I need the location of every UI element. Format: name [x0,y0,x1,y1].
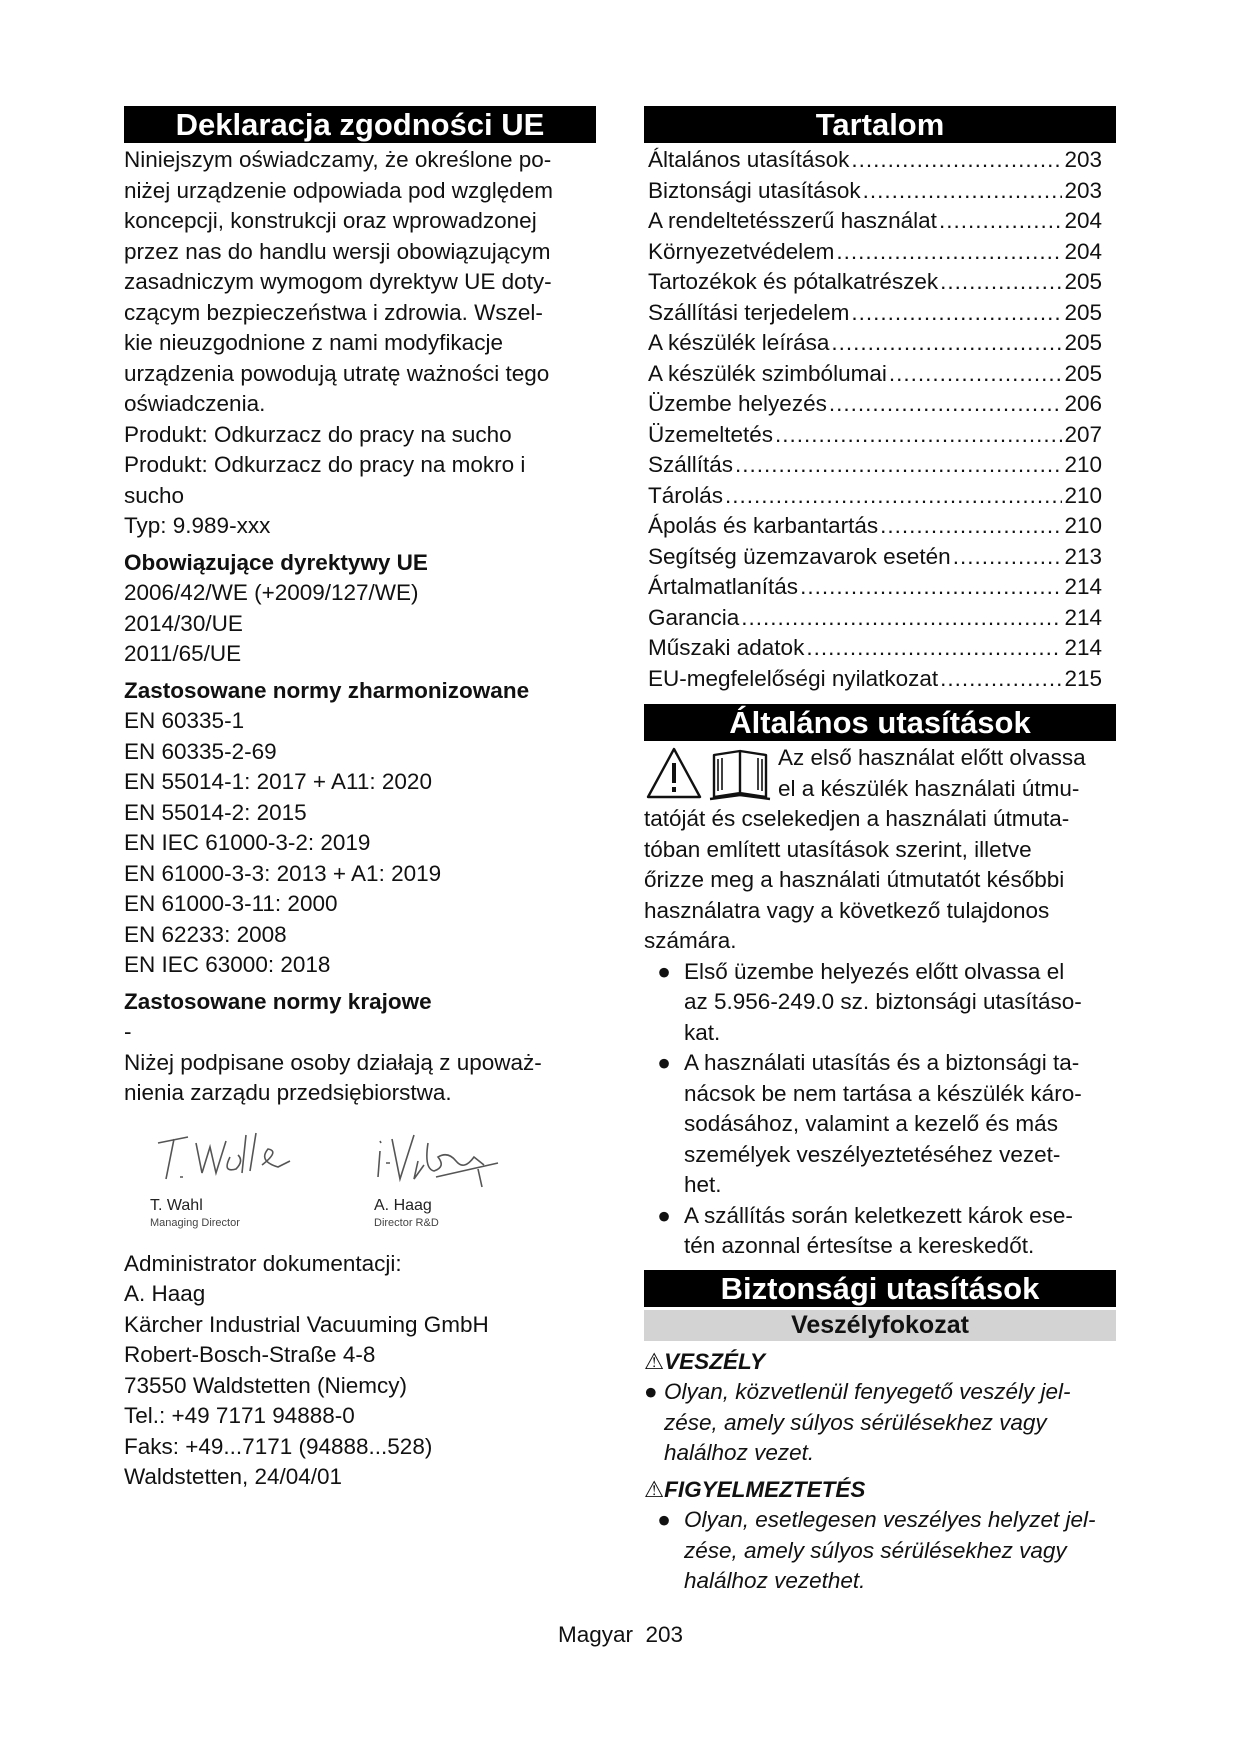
toc-entry-page: 214 [1064,604,1102,630]
list-item-text: A szállítás során keletkezett károk ese- tén azonnal értesítse a kereskedőt. [684,1202,1073,1258]
declaration-intro [124,145,596,542]
directives-list [124,578,596,670]
signature-area [124,1121,596,1249]
national-norms-heading: Zastosowane normy krajowe [124,988,432,1014]
bullet-icon: ● [657,958,671,984]
toc-entry[interactable] [644,206,1116,237]
signers-intro-line: Niżej podpisane osoby działają z upoważ- [124,1049,542,1075]
toc-leader-dots [829,389,1063,420]
toc-leader-dots [940,664,1062,695]
toc-entry[interactable] [644,359,1116,390]
intro-line: kie nieuzgodnione z nami modyfikacje [124,330,503,355]
intro-line: czącym bezpieczeństwa i zdrowia. Wszel- [124,299,543,325]
norm-item: EN 61000-3-3: 2013 + A1: 2019 [124,860,442,886]
general-instructions-title: Általános utasítások [644,704,1116,741]
toc-entry[interactable] [644,542,1116,573]
warning-triangle-icon: ⚠ [644,1348,665,1374]
toc-entry[interactable] [644,145,1116,176]
toc-entry-page: 210 [1064,482,1102,508]
toc-leader-dots [851,145,1062,176]
signer-role: Director R&D [374,1216,439,1229]
handwritten-signature-haag [374,1121,514,1191]
hungarian-content-column [644,106,1116,1597]
toc-entry[interactable] [644,420,1116,451]
list-item [644,1048,1116,1201]
directives-heading: Obowiązujące dyrektywy UE [124,549,428,575]
intro-line: használatra vagy a következő tulajdonos [644,897,1050,923]
toc-leader-dots [880,511,1062,542]
norm-item: EN 62233: 2008 [124,921,287,947]
table-of-contents [644,145,1116,694]
intro-line: urządzenia powodują utratę ważności tego [124,360,550,386]
toc-entry-title: Ártalmatlanítás [648,574,799,599]
warning-label: FIGYELMEZTETÉS [664,1476,866,1502]
bullet-icon: ● [657,1050,671,1075]
hazard-levels-subtitle: Veszélyfokozat [644,1310,1116,1341]
toc-entry-title: Biztonsági utasítások [648,177,861,203]
intro-icons [644,745,772,803]
bullet-icon: ● [657,1507,671,1532]
danger-description [644,1377,1116,1469]
toc-entry-title: EU-megfelelőségi nyilatkozat [648,665,939,691]
intro-line: zasadniczym wymogom dyrektyw UE doty- [124,269,552,294]
toc-entry-page: 205 [1064,330,1102,355]
toc-entry-title: Üzembe helyezés [648,391,827,416]
toc-entry[interactable] [644,267,1116,298]
toc-leader-dots [953,542,1063,573]
intro-line: számára. [644,928,737,953]
toc-entry-title: A rendeltetésszerű használat [648,208,937,233]
admin-line: Robert-Bosch-Straße 4-8 [124,1342,376,1367]
toc-entry[interactable] [644,511,1116,542]
intro-line: tatóját és cselekedjen a használati útmuta- [644,806,1070,831]
signer-role: Managing Director [150,1216,240,1229]
admin-line: Faks: +49...7171 (94888...528) [124,1433,433,1459]
toc-entry-title: Tartozékok és pótalkatrészek [648,269,939,294]
toc-entry-title: A készülék szimbólumai [648,360,887,386]
norm-item: EN 61000-3-11: 2000 [124,891,338,916]
list-item-text: A használati utasítás és a biztonsági ta- nácsok be nem tartása a készülék káro- sodásához, valamint a kezelő és más személyek veszélyeztetéséhez vezet- het. [684,1050,1082,1197]
toc-entry[interactable] [644,481,1116,512]
toc-entry-title: Üzemeltetés [648,421,774,447]
list-item [644,1201,1116,1262]
signer-name: A. Haag [374,1196,432,1214]
signature-haag [374,1121,514,1230]
safety-instructions-title: Biztonsági utasítások [644,1270,1116,1307]
toc-entry-page: 204 [1064,238,1102,264]
toc-entry-page: 205 [1064,360,1102,386]
toc-entry-title: Tárolás [648,482,724,508]
toc-leader-dots [735,450,1062,481]
intro-line: Typ: 9.989-xxx [124,513,271,538]
footer-language: Magyar [557,1622,633,1647]
intro-line: tóban említett utasítások szerint, illetve [644,836,1032,862]
toc-entry[interactable] [644,328,1116,359]
intro-line: koncepcji, konstrukcji oraz wprowadzonej [124,208,537,233]
directive-item: 2011/65/UE [124,641,242,666]
toc-leader-dots [851,298,1062,329]
toc-entry-page: 215 [1064,665,1102,691]
intro-line: Az első használat előtt olvassa [778,745,1086,770]
warning-triangle-icon [644,745,772,803]
toc-title: Tartalom [644,106,1116,143]
toc-entry[interactable] [644,450,1116,481]
norm-item: EN IEC 63000: 2018 [124,952,331,977]
toc-leader-dots [889,359,1063,390]
warning-heading [644,1475,1116,1506]
admin-line: Tel.: +49 7171 94888-0 [124,1403,355,1428]
eu-declaration-column [124,106,596,1493]
toc-entry-page: 210 [1064,513,1102,538]
list-item [644,957,1116,1049]
national-norms-list [124,1017,596,1109]
toc-entry[interactable] [644,389,1116,420]
toc-entry-page: 214 [1064,574,1102,599]
toc-entry-page: 203 [1064,177,1102,203]
toc-entry-page: 213 [1064,543,1102,569]
manual-book-icon [710,751,770,799]
warning-triangle-icon: ⚠ [644,1476,665,1502]
norm-item: EN 60335-2-69 [124,738,277,764]
toc-entry-page: 205 [1064,269,1102,294]
documentation-admin [124,1249,596,1493]
admin-line: Kärcher Industrial Vacuuming GmbH [124,1311,489,1337]
toc-entry[interactable] [644,572,1116,603]
toc-leader-dots [940,267,1062,298]
page-number: 203 [645,1622,684,1647]
toc-leader-dots [939,206,1063,237]
signature-wahl [150,1121,300,1230]
directive-item: 2006/42/WE (+2009/127/WE) [124,580,419,605]
toc-entry-page: 203 [1064,147,1102,172]
toc-entry[interactable] [644,298,1116,329]
signers-intro-line: nienia zarządu przedsiębiorstwa. [124,1080,452,1105]
toc-entry-title: Segítség üzemzavarok esetén [648,543,951,569]
danger-heading [644,1347,1116,1378]
handwritten-signature-wahl [150,1121,300,1191]
toc-entry-page: 206 [1064,391,1102,416]
intro-line: sucho [124,482,185,508]
toc-entry-title: Ápolás és karbantartás [648,513,879,538]
declaration-title: Deklaracja zgodności UE [124,106,596,143]
toc-leader-dots [775,420,1062,451]
danger-text: Olyan, közvetlenül fenyegető veszély jel- zése, amely súlyos sérülésekhez vagy halálhoz vezet. [664,1379,1071,1465]
toc-entry-title: Garancia [648,604,740,630]
toc-leader-dots [836,237,1062,268]
toc-entry-title: Műszaki adatok [648,635,805,660]
intro-line: oświadczenia. [124,391,266,416]
norm-item: EN 55014-2: 2015 [124,799,307,825]
intro-line: przez nas do handlu wersji obowiązującym [124,238,551,264]
toc-entry-title: Szállítás [648,452,734,477]
norm-item: EN 55014-1: 2017 + A11: 2020 [124,769,432,794]
norms-list [124,706,596,981]
intro-line: Produkt: Odkurzacz do pracy na sucho [124,421,512,447]
list-item-text: Első üzembe helyezés előtt olvassa el az 5.956-249.0 sz. biztonsági utasításo- kat. [684,958,1082,1045]
admin-line: Waldstetten, 24/04/01 [124,1464,343,1489]
danger-label: VESZÉLY [664,1348,766,1374]
warning-description [644,1505,1116,1597]
intro-line: őrizze meg a használati útmutatót későbbi [644,867,1065,892]
admin-line: Administrator dokumentacji: [124,1250,402,1276]
toc-entry-title: A készülék leírása [648,330,830,355]
toc-entry[interactable] [644,633,1116,664]
toc-entry-title: Általános utasítások [648,147,850,172]
toc-leader-dots [863,176,1063,207]
toc-entry-title: Szállítási terjedelem [648,299,850,325]
general-instructions-intro [644,743,1116,957]
toc-entry-page: 210 [1064,452,1102,477]
intro-line: el a készülék használati útmu- [778,775,1080,801]
toc-entry[interactable] [644,603,1116,634]
toc-entry[interactable] [644,237,1116,268]
page-footer [0,1622,1241,1648]
warning-text: Olyan, esetlegesen veszélyes helyzet jel- zése, amely súlyos sérülésekhez vagy halálhoz vezethet. [684,1507,1096,1593]
toc-entry-page: 207 [1064,421,1102,447]
toc-leader-dots [725,481,1062,512]
toc-entry-page: 205 [1064,299,1102,325]
bullet-icon: ● [644,1379,658,1404]
admin-line: A. Haag [124,1281,206,1306]
toc-entry[interactable] [644,664,1116,695]
toc-entry-page: 204 [1064,208,1102,233]
norm-item: EN 60335-1 [124,708,245,733]
intro-line: Produkt: Odkurzacz do pracy na mokro i [124,452,526,477]
directive-item: 2014/30/UE [124,610,243,636]
toc-leader-dots [831,328,1062,359]
national-norm-value: - [124,1019,132,1044]
bullet-icon: ● [657,1202,671,1228]
toc-entry-page: 214 [1064,635,1102,660]
norms-heading: Zastosowane normy zharmonizowane [124,677,530,703]
norm-item: EN IEC 61000-3-2: 2019 [124,830,371,855]
admin-line: 73550 Waldstetten (Niemcy) [124,1372,408,1398]
toc-leader-dots [800,572,1062,603]
intro-line: Niniejszym oświadczamy, że określone po- [124,147,552,172]
toc-leader-dots [741,603,1062,634]
intro-line: niżej urządzenie odpowiada pod względem [124,177,554,203]
toc-leader-dots [806,633,1062,664]
toc-entry[interactable] [644,176,1116,207]
signer-name: T. Wahl [150,1196,203,1214]
toc-entry-title: Környezetvédelem [648,238,835,264]
